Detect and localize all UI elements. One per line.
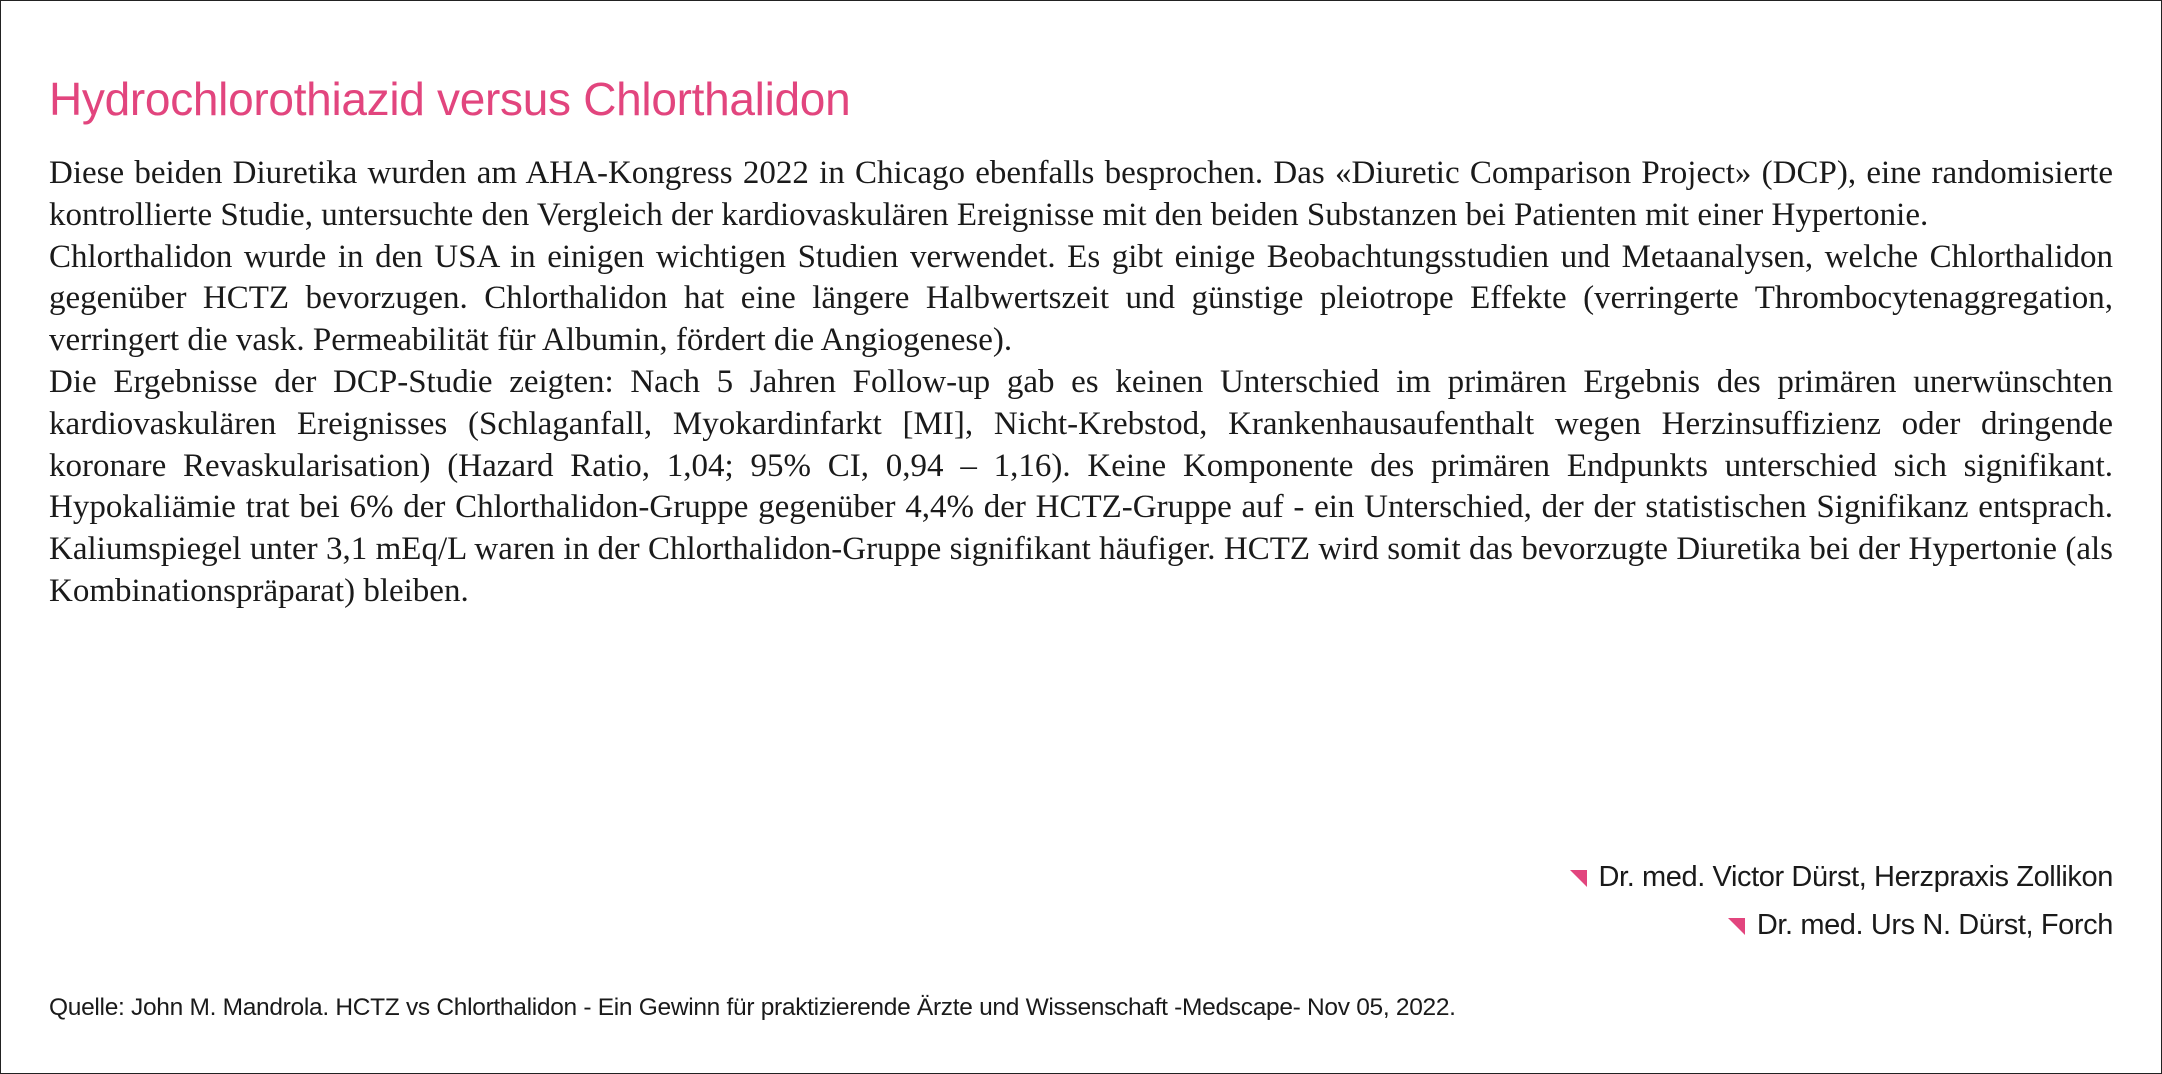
author-line — [1570, 853, 2113, 901]
triangle-marker-icon — [1570, 870, 1587, 887]
author-name: Dr. med. Urs N. Dürst, Forch — [1756, 909, 2113, 941]
author-name: Dr. med. Victor Dürst, Herzpraxis Zollikon — [1598, 861, 2113, 893]
source-citation: Quelle: John M. Mandrola. HCTZ vs Chlorthalidon - Ein Gewinn für praktizierende Ärzte und Wissenschaft -Medscape- Nov 05, 2022. — [49, 994, 1456, 1021]
article-body — [49, 153, 2113, 613]
article-title: Hydrochlorothiazid versus Chlorthalidon — [49, 73, 851, 125]
paragraph-chlorthalidon: Chlorthalidon wurde in den USA in einigen wichtigen Studien verwendet. Es gibt einige Beobachtungsstudien und Metaanalysen, welche Chlorthalidon gegenüber HCTZ bevorzugen. Chlorthalidon hat eine längere Halbwertszeit und günstige pleiotrope Effekte (verringerte Thrombocytenaggregation, verringert die vask. Permeabilität für Albumin, fördert die Angiogenese). — [49, 238, 2113, 359]
paragraph-intro: Diese beiden Diuretika wurden am AHA-Kongress 2022 in Chicago ebenfalls besprochen. Das «Diuretic Comparison Project» (DCP), eine randomisierte kontrollierte Studie, untersuchte den Vergleich der kardiovaskulären Ereignisse mit den beiden Substanzen bei Patienten mit einer Hypertonie. — [49, 155, 2113, 233]
paragraph-results: Die Ergebnisse der DCP-Studie zeigten: Nach 5 Jahren Follow-up gab es keinen Unterschied im primären Ergebnis des primären unerwünschten kardiovaskulären Ereignisses (Schlaganfall, Myokardinfarkt [MI], Nicht-Krebstod, Krankenhausaufenthalt wegen Herzinsuffizienz oder dringende koronare Revaskularisation) (Hazard Ratio, 1,04; 95% CI, 0,94 – 1,16). Keine Komponente des primären Endpunkts unterschied sich signifikant. Hypokaliämie trat bei 6% der Chlorthalidon-Gruppe gegenüber 4,4% der HCTZ-Gruppe auf - ein Unterschied, der der statistischen Signifikanz entsprach. Kaliumspiegel unter 3,1 mEq/L waren in der Chlorthalidon-Gruppe signifikant häufiger. HCTZ wird somit das bevorzugte Diuretika bei der Hypertonie (als Kombinationspräparat) bleiben. — [49, 363, 2113, 609]
author-line — [1570, 901, 2113, 949]
triangle-marker-icon — [1728, 918, 1745, 935]
author-block — [1570, 853, 2113, 949]
